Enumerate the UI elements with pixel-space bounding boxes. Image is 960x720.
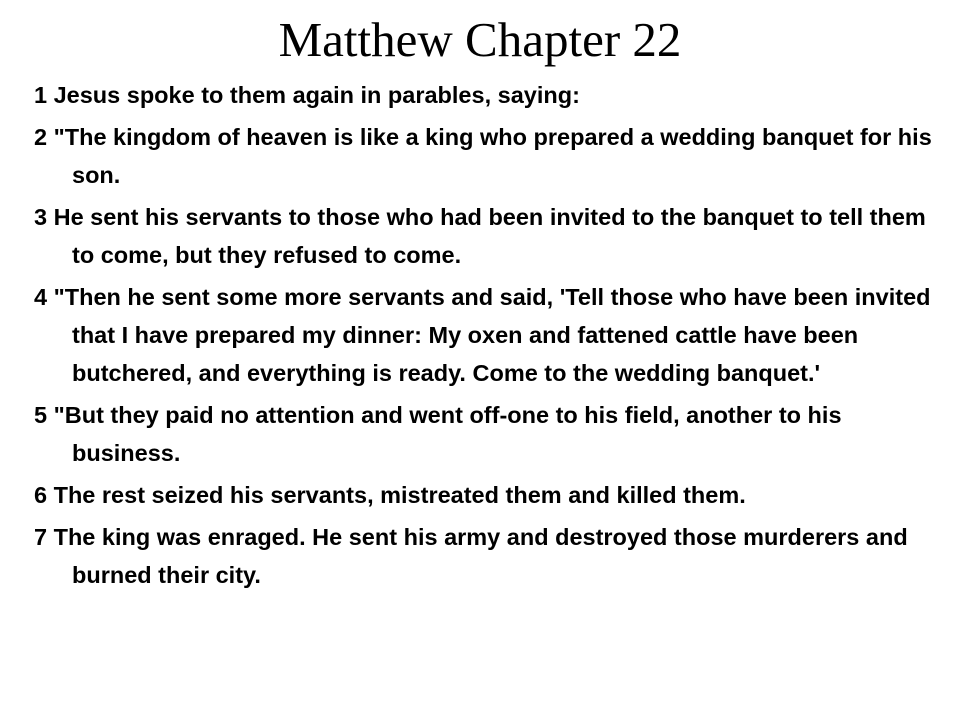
verse-list <box>34 76 934 598</box>
verse-2: 2 "The kingdom of heaven is like a king who prepared a wedding banquet for his son. <box>34 124 932 188</box>
verse-6: 6 The rest seized his servants, mistreated them and killed them. <box>34 482 746 508</box>
verse-7: 7 The king was enraged. He sent his army and destroyed those murderers and burned their city. <box>34 524 908 588</box>
verse-4: 4 "Then he sent some more servants and said, 'Tell those who have been invited that I have prepared my dinner: My oxen and fattened cattle have been butchered, and everything is ready. Come to the wedding banquet.' <box>34 284 931 386</box>
verse-1: 1 Jesus spoke to them again in parables, saying: <box>34 82 580 108</box>
verse-5: 5 "But they paid no attention and went off-one to his field, another to his business. <box>34 402 842 466</box>
verse-3: 3 He sent his servants to those who had been invited to the banquet to tell them to come, but they refused to come. <box>34 204 926 268</box>
slide-title: Matthew Chapter 22 <box>278 12 682 67</box>
